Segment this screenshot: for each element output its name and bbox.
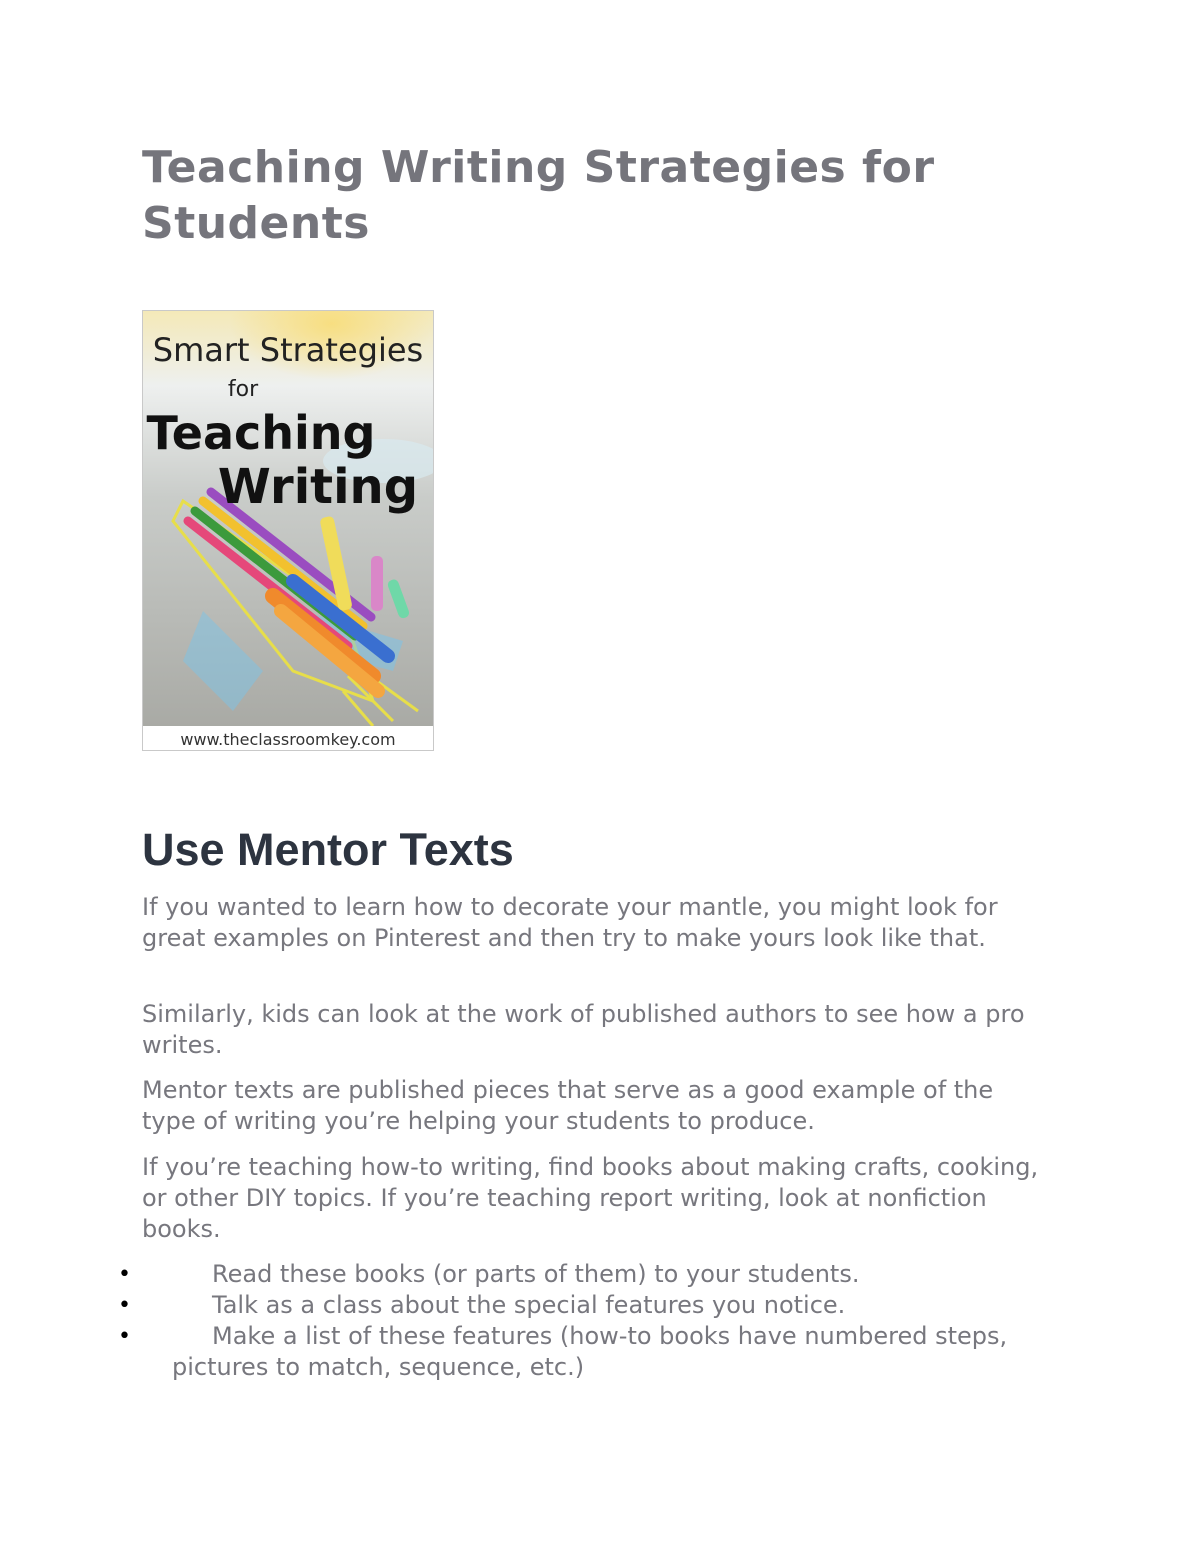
cover-title-line2: for xyxy=(227,377,259,402)
cover-url-caption: www.theclassroomkey.com xyxy=(180,730,396,749)
list-item xyxy=(118,1321,1032,1383)
list-item xyxy=(118,1259,1032,1290)
cover-title-line1: Smart Strategies xyxy=(152,331,424,369)
list-item-text: Make a list of these features (how-to books have numbered steps, pictures to match, sequence, etc.) xyxy=(172,1322,1008,1381)
document-title: Teaching Writing Strategies for Students xyxy=(142,142,935,249)
list-item-text: Talk as a class about the special features you notice. xyxy=(212,1291,846,1319)
bullet-icon: • xyxy=(118,1324,131,1349)
bullet-icon: • xyxy=(118,1262,131,1287)
list-item-text: Read these books (or parts of them) to your students. xyxy=(212,1260,860,1288)
bullet-icon: • xyxy=(118,1293,131,1318)
bullet-list xyxy=(118,1259,1032,1383)
paragraph-1: If you wanted to learn how to decorate your mantle, you might look for great examples on Pinterest and then try to make yours look like that. xyxy=(142,893,998,952)
list-item xyxy=(118,1290,1032,1321)
paragraph-4: If you’re teaching how-to writing, find books about making crafts, cooking, or other DIY topics. If you’re teaching report writing, look at nonfiction books. xyxy=(142,1153,1039,1243)
cover-title-line3: Teaching xyxy=(146,406,376,460)
cover-title-line4: Writing xyxy=(217,459,419,515)
paragraph-2: Similarly, kids can look at the work of published authors to see how a pro writes. xyxy=(142,1000,1025,1059)
paragraph-3: Mentor texts are published pieces that serve as a good example of the type of writing you’re helping your students to produce. xyxy=(142,1076,994,1135)
section-heading: Use Mentor Texts xyxy=(142,824,514,875)
cover-image xyxy=(142,310,434,751)
